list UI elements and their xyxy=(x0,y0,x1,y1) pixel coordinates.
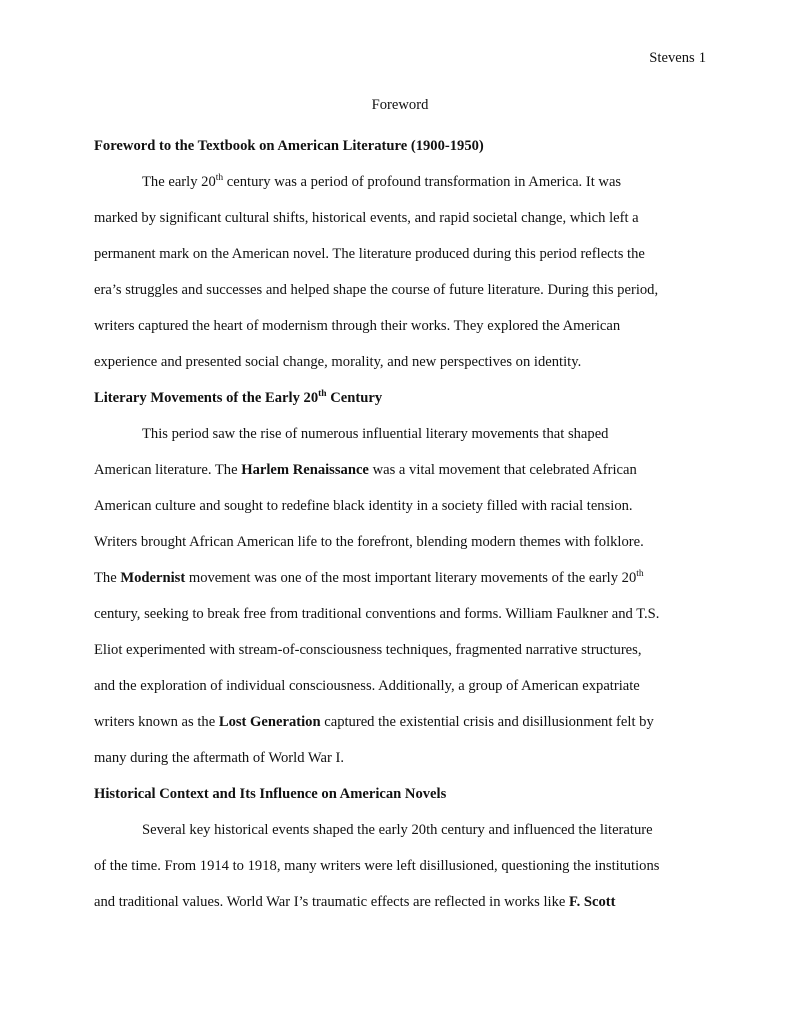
bold-term: F. Scott xyxy=(569,894,616,910)
paragraph-line xyxy=(94,704,704,740)
bold-term: Harlem Renaissance xyxy=(241,462,369,478)
bold-term: Lost Generation xyxy=(218,714,321,730)
heading-foreword-textbook: Foreword to the Textbook on American Literature (1900-1950) xyxy=(94,138,484,154)
text-run: Literary Movements of the Early 20 xyxy=(94,390,319,406)
paragraph-line: era’s struggles and successes and helped shape the course of future literature. During this period, xyxy=(94,282,659,298)
paragraph-line xyxy=(94,560,704,596)
running-head xyxy=(649,48,706,68)
paragraph-line: permanent mark on the American novel. The literature produced during this period reflects the xyxy=(94,246,645,262)
page-number: 1 xyxy=(698,50,706,66)
paragraph-line xyxy=(94,884,704,920)
text-run: and traditional values. World War I’s traumatic effects are reflected in works like xyxy=(94,894,570,910)
text-run: American literature. The xyxy=(94,462,242,478)
paragraph-line: century, seeking to break free from traditional conventions and forms. William Faulkner and T.S. xyxy=(94,606,660,622)
paragraph-line: This period saw the rise of numerous influential literary movements that shaped xyxy=(142,426,609,442)
superscript: th xyxy=(318,389,327,399)
paragraph-line: Eliot experimented with stream-of-consciousness techniques, fragmented narrative structures, xyxy=(94,642,642,658)
paragraph-line: American culture and sought to redefine black identity in a society filled with racial tension. xyxy=(94,498,633,514)
heading-historical-context: Historical Context and Its Influence on American Novels xyxy=(94,786,447,802)
body-text xyxy=(94,128,704,920)
text-run: The early 20 xyxy=(142,174,216,190)
superscript: th xyxy=(215,173,224,183)
superscript: th xyxy=(636,569,644,579)
text-run: The xyxy=(94,570,121,586)
text-run: movement was one of the most important literary movements of the early 20 xyxy=(185,570,637,586)
paragraph-line: many during the aftermath of World War I. xyxy=(94,750,344,766)
running-head-author: Stevens xyxy=(649,50,695,66)
paragraph-historical xyxy=(94,812,704,920)
text-run: writers known as the xyxy=(94,714,219,730)
text-run: century was a period of profound transformation in America. It was xyxy=(223,174,622,190)
text-run: captured the existential crisis and disillusionment felt by xyxy=(320,714,654,730)
paragraph-line xyxy=(94,164,704,200)
paragraph-line: of the time. From 1914 to 1918, many writers were left disillusioned, questioning the institutions xyxy=(94,858,660,874)
paragraph-line: and the exploration of individual consciousness. Additionally, a group of American expatriate xyxy=(94,678,640,694)
paragraph-intro xyxy=(94,164,704,380)
paragraph-line: Several key historical events shaped the early 20th century and influenced the literature xyxy=(142,822,653,838)
paragraph-movements xyxy=(94,416,704,776)
bold-term: Modernist xyxy=(120,570,186,586)
heading-literary-movements xyxy=(94,380,704,416)
paragraph-line: marked by significant cultural shifts, historical events, and rapid societal change, which left a xyxy=(94,210,639,226)
text-run: Century xyxy=(326,390,383,406)
paragraph-line: experience and presented social change, morality, and new perspectives on identity. xyxy=(94,354,582,370)
paragraph-line: Writers brought African American life to the forefront, blending modern themes with folklore. xyxy=(94,534,644,550)
section-title: Foreword xyxy=(371,97,429,113)
paragraph-line: writers captured the heart of modernism through their works. They explored the American xyxy=(94,318,621,334)
paragraph-line xyxy=(94,452,704,488)
text-run: was a vital movement that celebrated African xyxy=(368,462,637,478)
